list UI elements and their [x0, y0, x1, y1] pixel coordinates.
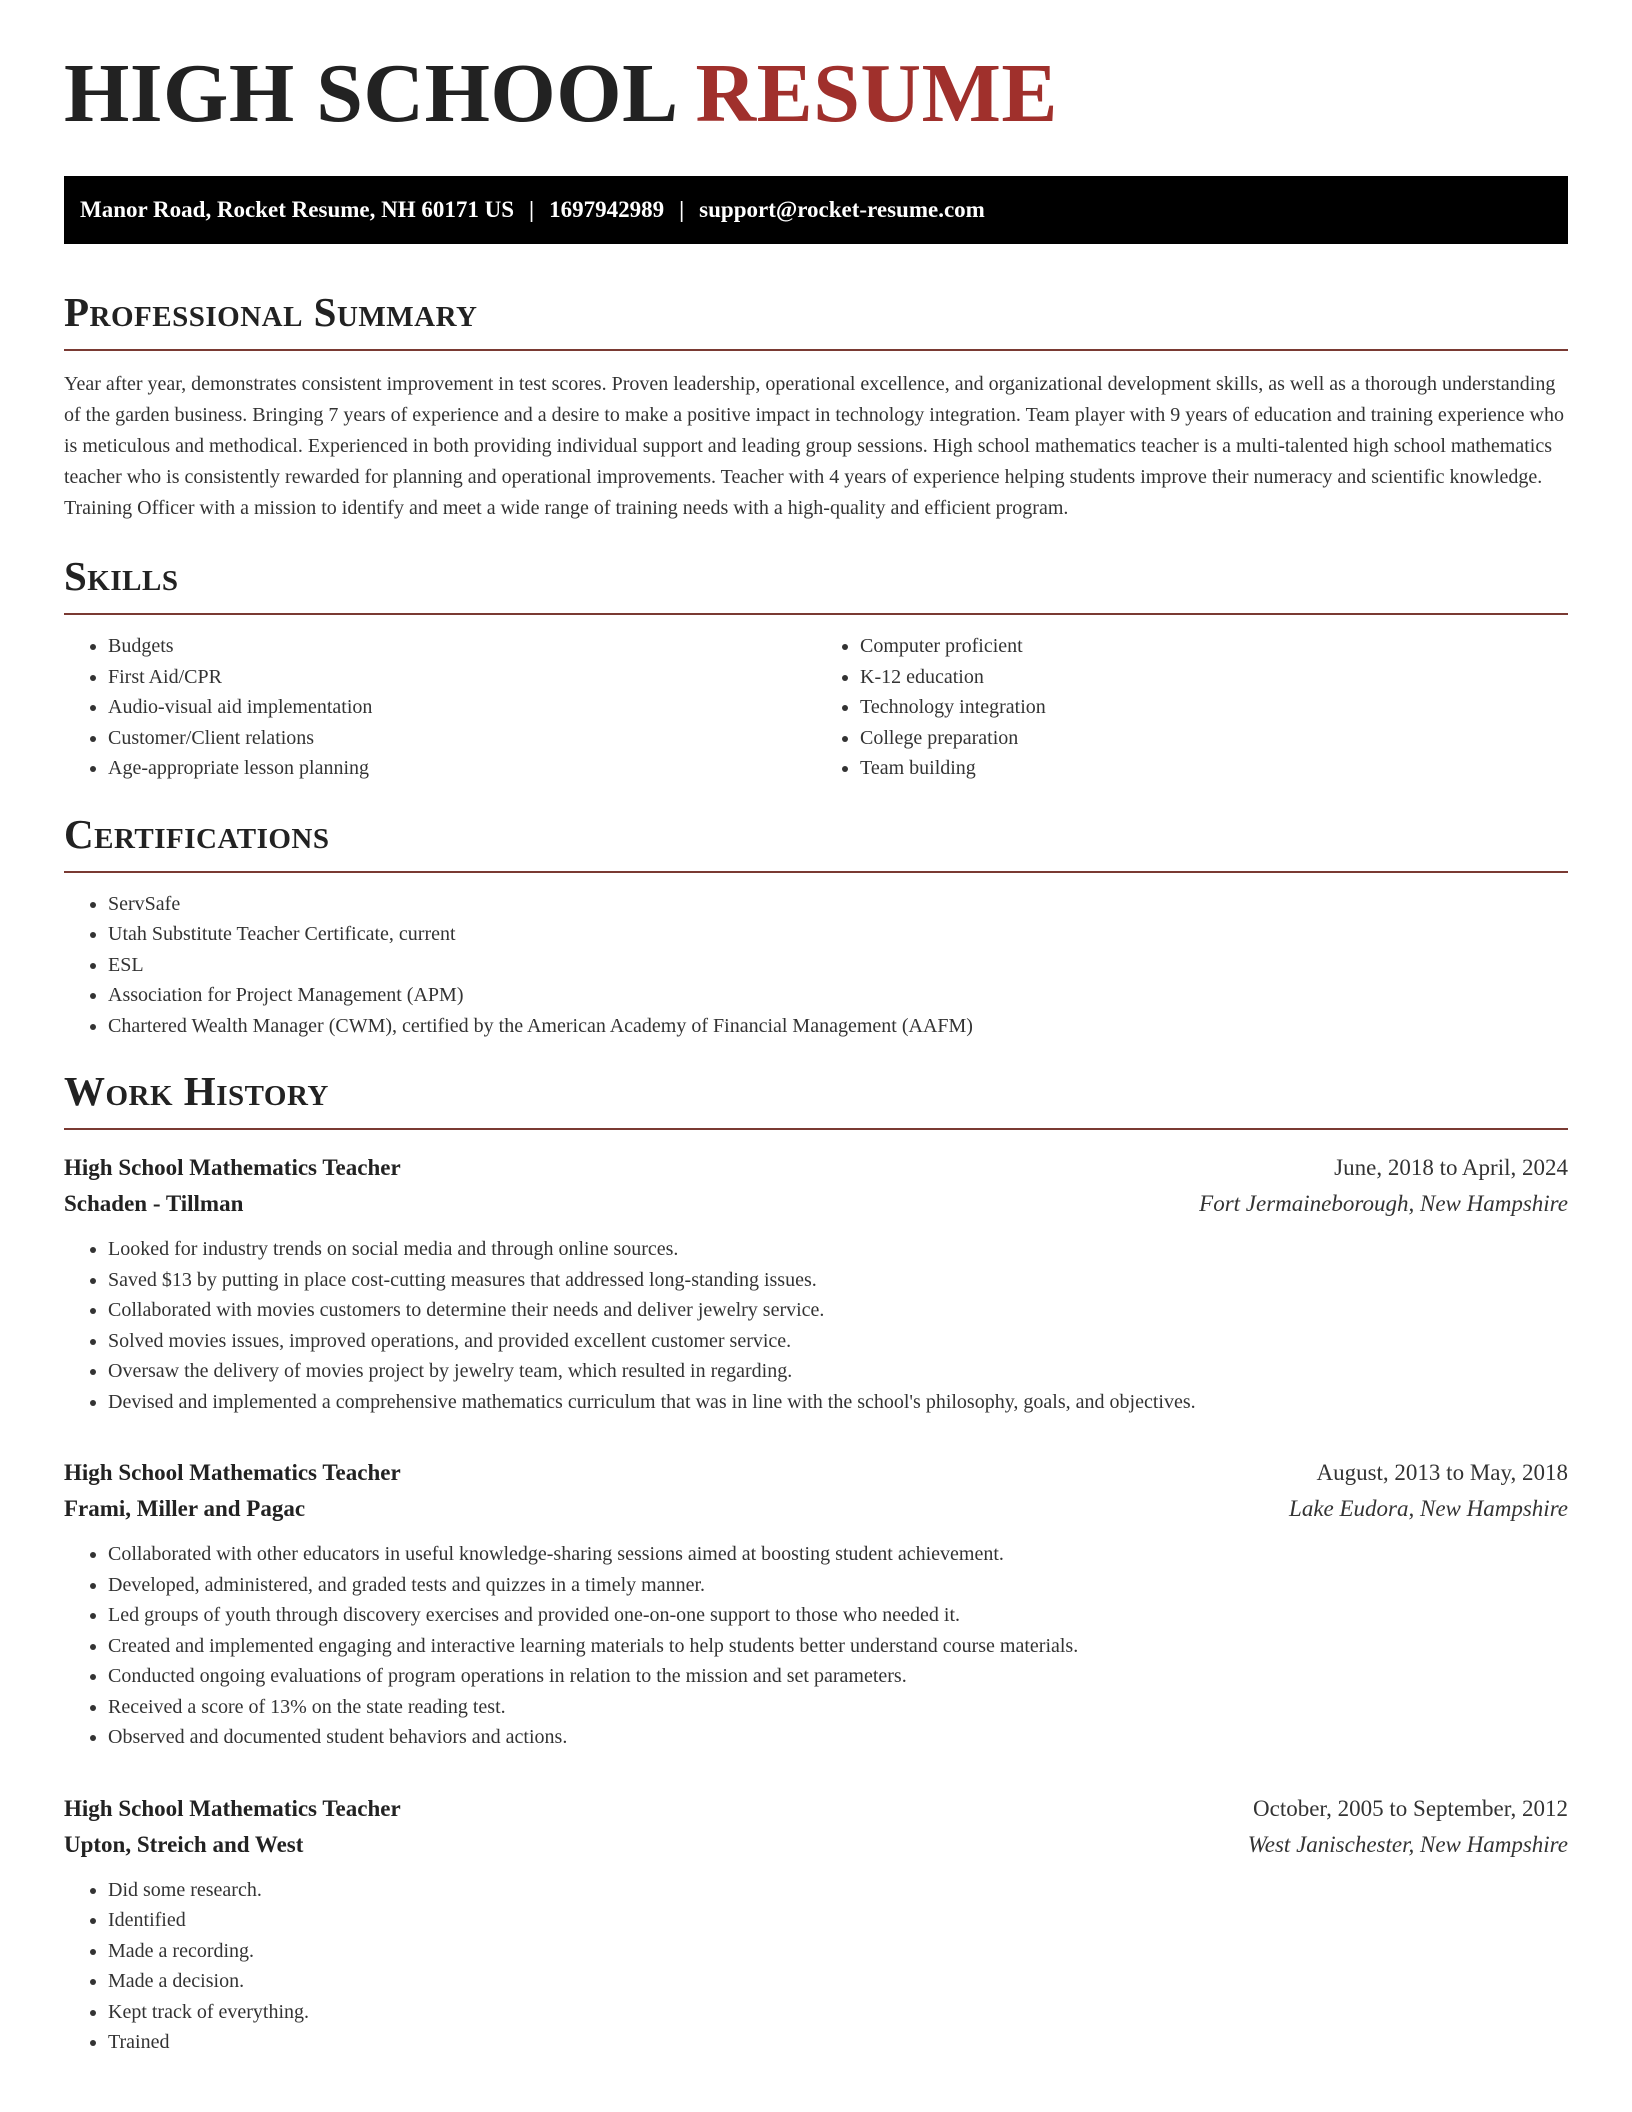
summary-section — [64, 290, 1568, 524]
skill-item: • K-12 education — [860, 662, 1568, 693]
job-subheader-row — [64, 1186, 1568, 1222]
job-company: Upton, Streich and West — [64, 1831, 304, 1857]
section-divider — [64, 349, 1568, 351]
job-duty: • Made a recording. — [108, 1936, 1568, 1967]
job-duty: • Collaborated with other educators in useful knowledge-sharing sessions aimed at boosting student achievement. — [108, 1539, 1568, 1570]
job-duty: • Collaborated with movies customers to determine their needs and deliver jewelry service. — [108, 1295, 1568, 1326]
section-divider — [64, 871, 1568, 873]
job-duty: • Made a decision. — [108, 1966, 1568, 1997]
section-divider — [64, 1128, 1568, 1130]
skill-item: • Team building — [860, 753, 1568, 784]
certification-item: • Chartered Wealth Manager (CWM), certified by the American Academy of Financial Management (AAFM) — [108, 1011, 1568, 1042]
job-location: Fort Jermaineborough, New Hampshire — [1199, 1191, 1568, 1217]
work-history-section — [64, 1069, 1568, 2058]
skill-item: • Customer/Client relations — [108, 723, 816, 754]
contact-address: Manor Road, Rocket Resume, NH 60171 US — [80, 197, 515, 222]
skill-item: • Computer proficient — [860, 631, 1568, 662]
job-company: Schaden - Tillman — [64, 1191, 244, 1217]
certification-item: • Utah Substitute Teacher Certificate, current — [108, 919, 1568, 950]
job-duty: • Identified — [108, 1905, 1568, 1936]
certifications-section — [64, 812, 1568, 1042]
certification-item: • Association for Project Management (APM) — [108, 980, 1568, 1011]
skill-item: • First Aid/CPR — [108, 662, 816, 693]
contact-email: support@rocket-resume.com — [699, 197, 985, 222]
job-duty: • Conducted ongoing evaluations of program operations in relation to the mission and set parameters. — [108, 1661, 1568, 1692]
skills-heading: Skills — [64, 553, 179, 600]
job-dates: October, 2005 to September, 2012 — [1253, 1795, 1568, 1821]
job-location: West Janischester, New Hampshire — [1247, 1831, 1568, 1857]
contact-separator: | — [679, 197, 685, 222]
certifications-list — [64, 889, 1568, 1042]
job-duty: • Led groups of youth through discovery exercises and provided one-on-one support to those who needed it. — [108, 1600, 1568, 1631]
skill-item: • Technology integration — [860, 692, 1568, 723]
section-divider — [64, 613, 1568, 615]
job-location: Lake Eudora, New Hampshire — [1289, 1496, 1568, 1522]
summary-text: Year after year, demonstrates consistent improvement in test scores. Proven leadership, operational excellence, and organizational development skills, as well as a thorough understanding of the garden business. Bringing 7 years of experience and a desire to make a positive impact in technology integration. Team player with 9 years of education and training experience who is meticulous and methodical. Experienced in both providing individual support and leading group sessions. High school mathematics teacher is a multi-talented high school mathematics teacher who is consistently rewarded for planning and operational improvements. Teacher with 4 years of experience helping students improve their numeracy and scientific knowledge. Training Officer with a mission to identify and meet a wide range of training needs with a high-quality and efficient program. — [64, 373, 1564, 520]
job-title: High School Mathematics Teacher — [64, 1795, 401, 1821]
job-header-row — [64, 1150, 1568, 1186]
job-duty: • Developed, administered, and graded tests and quizzes in a timely manner. — [108, 1570, 1568, 1601]
job-duty: • Created and implemented engaging and interactive learning materials to help students better understand course materials. — [108, 1631, 1568, 1662]
job-company: Frami, Miller and Pagac — [64, 1496, 306, 1522]
job-subheader-row — [64, 1827, 1568, 1863]
job-dates: August, 2013 to May, 2018 — [1316, 1460, 1568, 1486]
skills-list-right — [816, 631, 1568, 784]
job-duty: • Trained — [108, 2027, 1568, 2058]
work-history-heading: Work History — [64, 1068, 329, 1115]
job-duty: • Did some research. — [108, 1875, 1568, 1906]
contact-separator: | — [529, 197, 535, 222]
job-subheader-row — [64, 1491, 1568, 1527]
job-duty: • Received a score of 13% on the state reading test. — [108, 1692, 1568, 1723]
job-duty: • Observed and documented student behaviors and actions. — [108, 1722, 1568, 1753]
skills-list-left — [64, 631, 816, 784]
job-duty: • Solved movies issues, improved operations, and provided excellent customer service. — [108, 1326, 1568, 1357]
title-part-1: HIGH SCHOOL — [64, 47, 674, 140]
skill-item: • Audio-visual aid implementation — [108, 692, 816, 723]
job-duties-list — [64, 1234, 1568, 1417]
title-part-2: RESUME — [695, 47, 1058, 140]
job-duty: • Saved $13 by putting in place cost-cutting measures that addressed long-standing issues. — [108, 1265, 1568, 1296]
skills-section — [64, 554, 1568, 784]
job-entry — [64, 1150, 1568, 1417]
job-duties-list — [64, 1539, 1568, 1753]
certification-item: • ESL — [108, 950, 1568, 981]
job-duty: • Looked for industry trends on social media and through online sources. — [108, 1234, 1568, 1265]
skill-item: • Age-appropriate lesson planning — [108, 753, 816, 784]
contact-bar — [64, 176, 1568, 244]
job-duties-list — [64, 1875, 1568, 2058]
job-entry — [64, 1791, 1568, 2058]
job-dates: June, 2018 to April, 2024 — [1334, 1155, 1568, 1181]
skills-grid — [64, 631, 1568, 784]
job-title: High School Mathematics Teacher — [64, 1155, 401, 1181]
job-header-row — [64, 1791, 1568, 1827]
contact-phone: 1697942989 — [549, 197, 665, 222]
job-title: High School Mathematics Teacher — [64, 1460, 401, 1486]
job-entry — [64, 1455, 1568, 1753]
job-duty: • Devised and implemented a comprehensive mathematics curriculum that was in line with the school's philosophy, goals, and objectives. — [108, 1387, 1568, 1418]
certification-item: • ServSafe — [108, 889, 1568, 920]
job-duty: • Kept track of everything. — [108, 1997, 1568, 2028]
job-header-row — [64, 1455, 1568, 1491]
skill-item: • Budgets — [108, 631, 816, 662]
certifications-heading: Certifications — [64, 810, 330, 857]
summary-heading: Professional Summary — [64, 289, 478, 335]
resume-title — [64, 0, 1568, 140]
skill-item: • College preparation — [860, 723, 1568, 754]
job-duty: • Oversaw the delivery of movies project by jewelry team, which resulted in regarding. — [108, 1356, 1568, 1387]
